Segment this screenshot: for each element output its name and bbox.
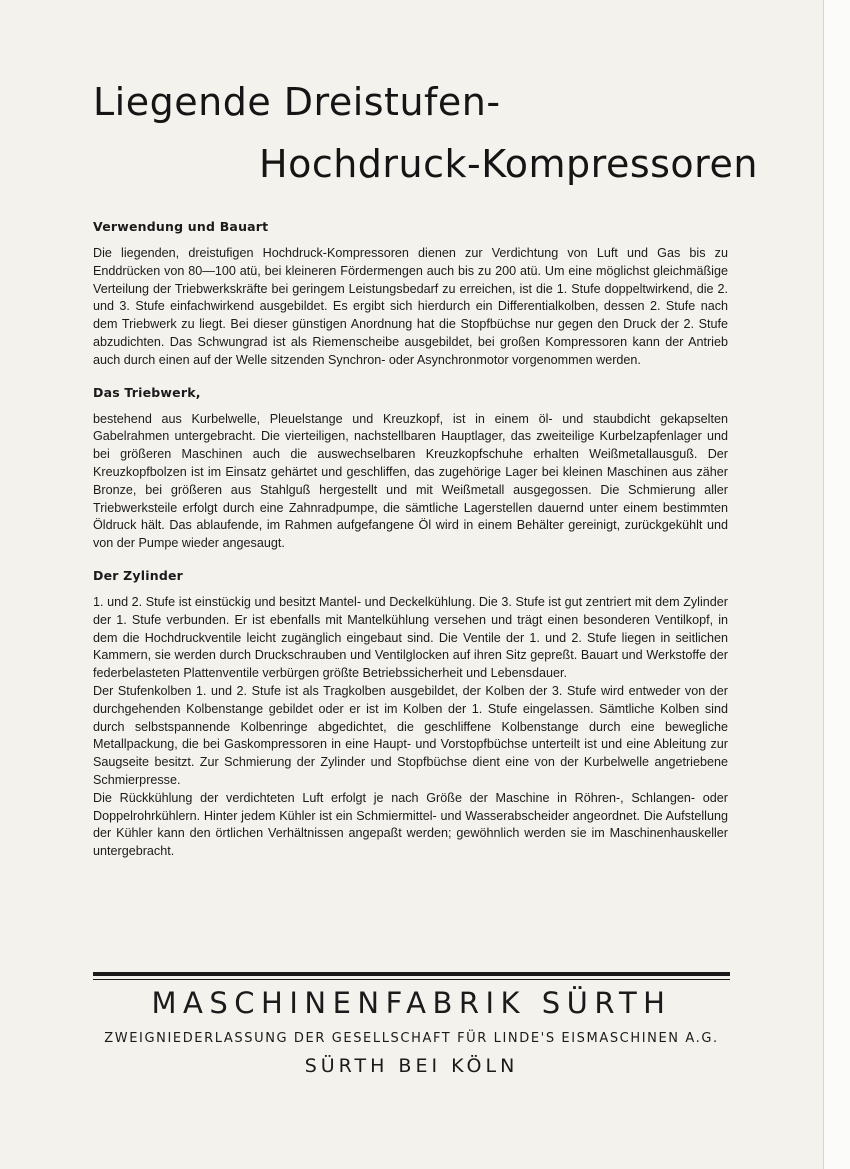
section-heading: Verwendung und Bauart (93, 219, 269, 234)
section-heading: Das Triebwerk, (93, 384, 201, 400)
footer-location: SÜRTH BEI KÖLN (304, 1055, 519, 1077)
section-heading: Der Zylinder (93, 567, 184, 583)
section-paragraph: Die liegenden, dreistufigen Hochdruck-Kompressoren dienen zur Verdichtung von Luft und Gas bis zu Enddrücken von 80—100 atü, bei kleineren Fördermengen auch bis zu 200 atü. Um eine möglichst gleichmäßige Verteilung der Triebwerkskräfte bei geringem Leistungsbedarf zu erreichen, ist die 1. Stufe doppeltwirkend, die 2. und 3. Stufe einfachwirkend ausgebildet. Es ergibt sich hierdurch ein Differentialkolben, dessen 2. Stufe nach dem Triebwerk zu liegt. Bei dieser günstigen Anordnung hat die Stopfbüchse nur gegen den Druck der 2. Stufe abzudichten. Das Schwungrad ist als Riemenscheibe ausgebildet, bei großen Kompressoren kann der Antrieb auch durch einen auf der Welle sitzenden Synchron- oder Asynchronmotor vorgenommen werden. (93, 246, 728, 367)
footer-rule-thick (93, 972, 730, 976)
document-title-line-1: Liegende Dreistufen- (93, 80, 501, 124)
section-der-zylinder (93, 568, 728, 861)
document-title-line-2: Hochdruck-Kompressoren (259, 142, 758, 186)
section-verwendung-und-bauart (93, 219, 728, 370)
footer-company-name: MASCHINENFABRIK SÜRTH (151, 986, 672, 1020)
section-paragraph: 1. und 2. Stufe ist einstückig und besitzt Mantel- und Deckelkühlung. Die 3. Stufe ist gut zentriert mit dem Zylinder der 1. Stufe verbunden. Er ist ebenfalls mit Mantelkühlung versehen und trägt einen besonderen Ventilkopf, in dem die Hochdruckventile leicht zugänglich eingebaut sind. Die Ventile der 1. und 2. Stufe liegen in seitlichen Kammern, sie werden durch Druckschrauben und Ventilglocken auf ihren Sitz gepreßt. Bauart und Werkstoffe der federbelasteten Plattenventile verbürgen größte Betriebssicherheit und Lebensdauer. (93, 594, 728, 681)
section-paragraph: bestehend aus Kurbelwelle, Pleuelstange und Kreuzkopf, ist in einem öl- und staubdicht gekapselten Gabelrahmen untergebracht. Die vierteiligen, nachstellbaren Hauptlager, das zweiteilige Kurbelzapfenlager und bei größeren Maschinen auch die auswechselbaren Kreuzkopfschuhe erhalten Weißmetallausguß. Der Kreuzkopfbolzen ist im Einsatz gehärtet und geschliffen, das zugehörige Lager bei kleinen Maschinen aus zäher Bronze, bei größeren aus Stahlguß hergestellt und mit Weißmetall ausgegossen. Die Schmierung aller Triebwerksteile erfolgt durch eine Zahnradpumpe, die sämtliche Lagerstellen dauernd unter einem bestimmten Öldruck hält. Das ablaufende, im Rahmen aufgefangene Öl wird in einem Behälter gereinigt, zurückgekühlt und von der Pumpe wieder angesaugt. (93, 411, 728, 551)
footer-rule-thin (93, 979, 730, 980)
document-body (93, 219, 728, 861)
section-das-triebwerk (93, 385, 728, 553)
section-paragraph: Die Rückkühlung der verdichteten Luft erfolgt je nach Größe der Maschine in Röhren-, Schlangen- oder Doppelrohrkühlern. Hinter jedem Kühler ist ein Schmiermittel- und Wasserabscheider angeordnet. Die Aufstellung der Kühler kann den örtlichen Verhältnissen angepaßt werden; gewöhnlich werden sie im Maschinenhauskeller untergebracht. (93, 790, 728, 859)
section-paragraph: Der Stufenkolben 1. und 2. Stufe ist als Tragkolben ausgebildet, der Kolben der 3. Stufe wird entweder von der durchgehenden Kolbenstange gebildet oder er ist im Kolben der 1. Stufe eingelassen. Sämtliche Kolben sind durch selbstspannende Kolbenringe abgedichtet, die geschliffene Kolbenstange durch eine bewegliche Metallpackung, die bei Gaskompressoren in eine Haupt- und Vorstopfbüchse unterteilt ist und eine Ableitung zur Saugseite besitzt. Zur Schmierung der Zylinder und Stopfbüchse dient eine von der Kurbelwelle angetriebene Schmierpresse. (93, 683, 728, 787)
page-margin-strip (824, 0, 850, 1169)
footer-subline: ZWEIGNIEDERLASSUNG DER GESELLSCHAFT FÜR LINDE'S EISMASCHINEN A.G. (104, 1031, 719, 1046)
